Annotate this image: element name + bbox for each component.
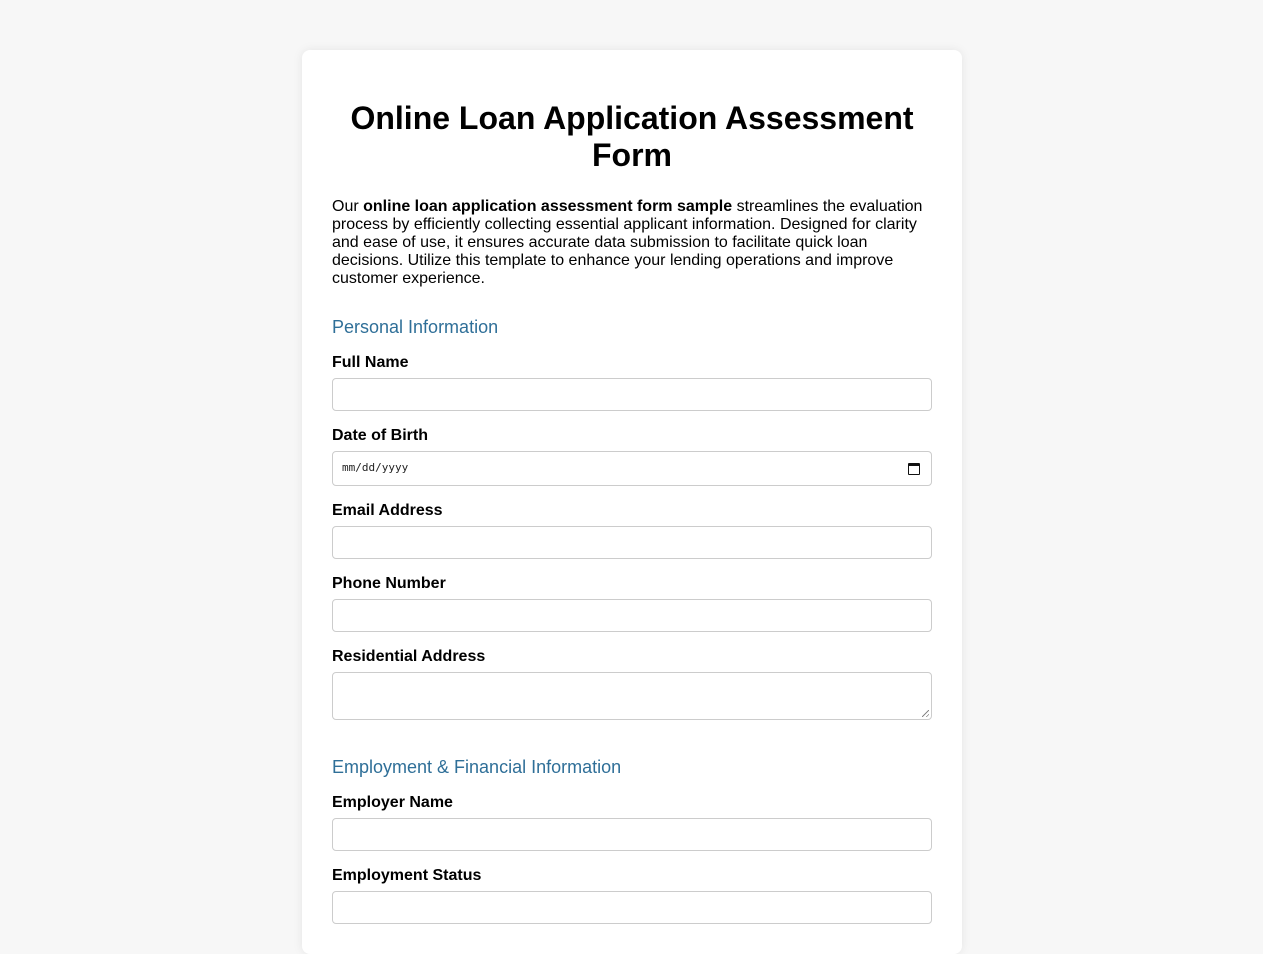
full-name-input[interactable] (332, 378, 932, 411)
address-label: Residential Address (332, 648, 486, 665)
resize-handle-icon[interactable] (922, 710, 929, 717)
section-heading-employment: Employment & Financial Information (332, 757, 622, 777)
intro-prefix: Our (332, 198, 364, 215)
field-email (332, 502, 932, 559)
field-phone (332, 575, 932, 632)
email-label: Email Address (332, 502, 443, 519)
email-input[interactable] (332, 526, 932, 559)
full-name-label: Full Name (332, 354, 409, 371)
employment-status-label: Employment Status (332, 867, 482, 884)
employer-label: Employer Name (332, 794, 453, 811)
employment-status-select[interactable] (332, 891, 932, 924)
employer-input[interactable] (332, 818, 932, 851)
phone-input[interactable] (332, 599, 932, 632)
dob-input[interactable] (332, 451, 932, 486)
field-employment-status (332, 867, 932, 924)
phone-label: Phone Number (332, 575, 446, 592)
section-heading-personal: Personal Information (332, 317, 499, 337)
field-employer (332, 794, 932, 851)
intro-suffix: streamlines the evaluation process by efficiently collecting essential applicant information. Designed for clarity and ease of use, it ensures accurate data submission to facilitate quick loan decisions. Utilize this template to enhance your lending operations and improve customer experience. (332, 198, 923, 287)
dob-placeholder: mm/dd/yyyy (342, 461, 409, 474)
intro-paragraph (332, 198, 932, 288)
field-full-name (332, 354, 932, 411)
dob-label: Date of Birth (332, 427, 428, 444)
field-address (332, 648, 932, 720)
calendar-icon[interactable] (908, 463, 920, 475)
intro-bold: online loan application assessment form sample (363, 198, 733, 215)
field-date-of-birth (332, 427, 932, 486)
address-textarea[interactable] (332, 672, 932, 720)
form-card (302, 50, 962, 954)
page-title: Online Loan Application Assessment Form (350, 100, 914, 173)
